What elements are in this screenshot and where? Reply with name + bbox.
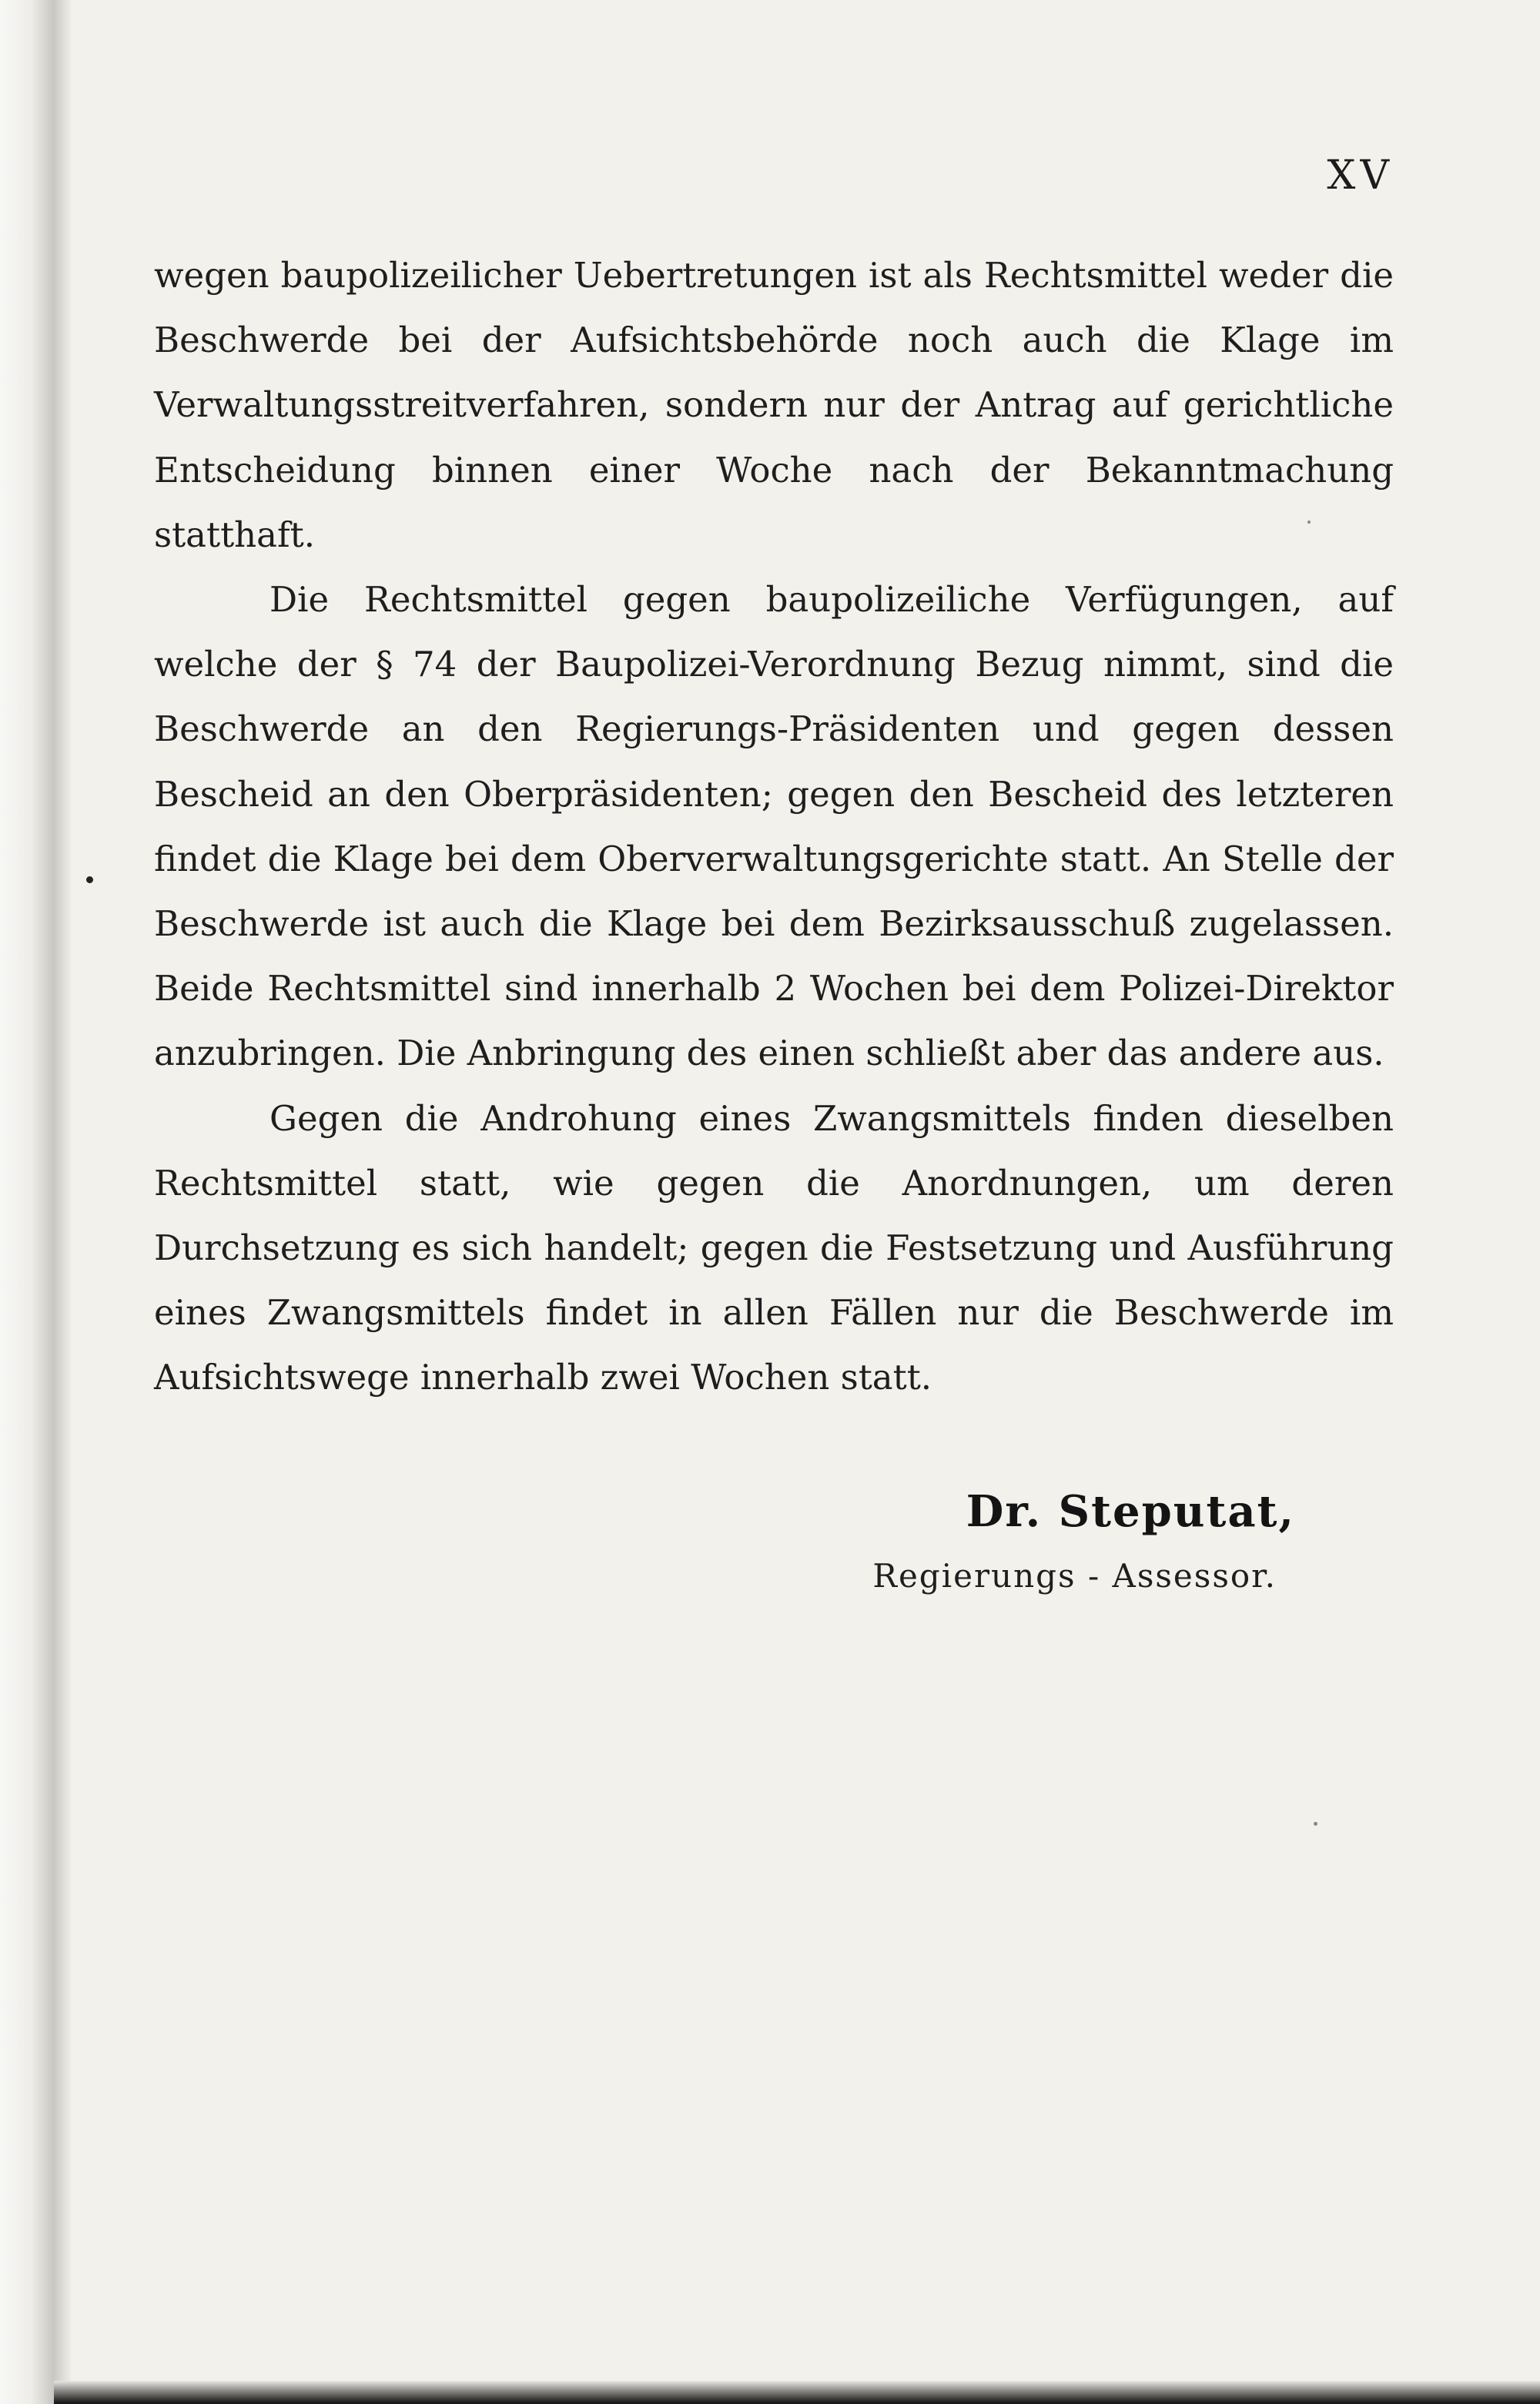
signature-title: Regierungs - Assessor.	[872, 1557, 1277, 1595]
paragraph-2: Die Rechtsmittel gegen baupolizeiliche Verfügungen, auf welche der § 74 der Baupolizei-Verordnung Bezug nimmt, sind die Beschwerde an den Regierungs-Präsidenten und gegen dessen Bescheid an den Oberpräsidenten; gegen den Bescheid des letzteren findet die Klage bei dem Oberverwaltungsgerichte statt. An Stelle der Beschwerde ist auch die Klage bei dem Bezirksausschuß zugelassen. Beide Rechtsmittel sind innerhalb 2 Wochen bei dem Polizei-Direktor anzubringen. Die Anbringung des einen schließt aber das andere aus.	[154, 579, 1394, 1074]
paper-speck	[1314, 1822, 1317, 1826]
margin-mark	[86, 876, 93, 883]
page-bottom-edge	[54, 2381, 1540, 2404]
signature-name: Dr. Steputat,	[966, 1486, 1295, 1537]
book-spine-shadow	[0, 0, 71, 2404]
paragraph-1: wegen baupolizeilicher Uebertretungen ist als Rechtsmittel weder die Beschwerde bei der Aufsichtsbehörde noch auch die Klage im Verwaltungsstreitverfahren, sondern nur der Antrag auf gerichtliche Entscheidung binnen einer Woche nach der Bekanntmachung statthaft.	[154, 255, 1394, 555]
paragraph-3: Gegen die Androhung eines Zwangsmittels finden dieselben Rechtsmittel statt, wie gegen die Anordnungen, um deren Durchsetzung es sich handelt; gegen die Festsetzung und Ausführung eines Zwangsmittels findet in allen Fällen nur die Beschwerde im Aufsichtswege innerhalb zwei Wochen statt.	[154, 1097, 1394, 1398]
body-text	[154, 243, 1394, 1411]
page-number: XV	[1327, 152, 1394, 199]
